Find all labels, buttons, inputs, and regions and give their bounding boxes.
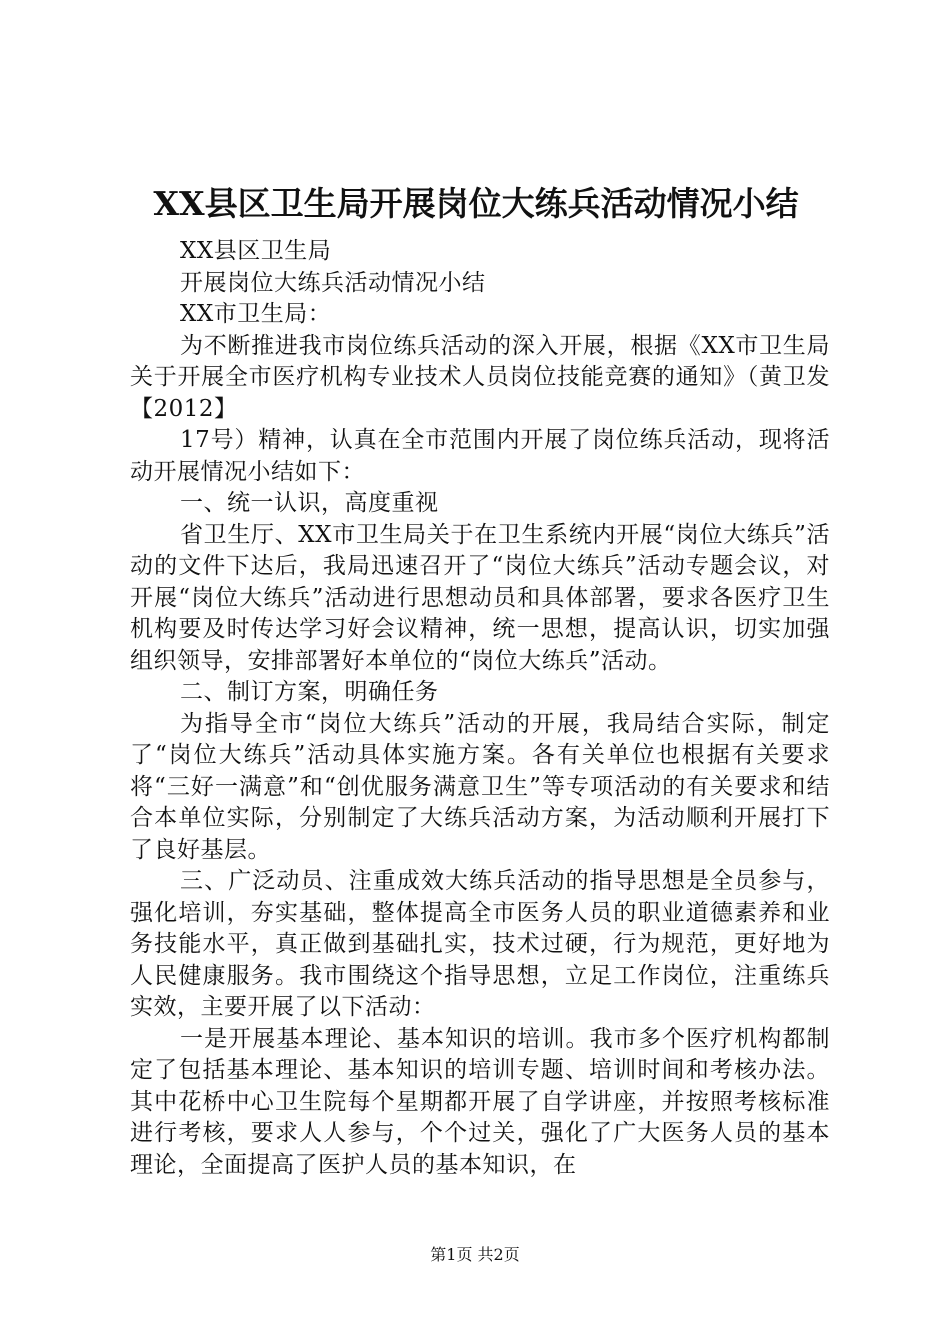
paragraph-section-3: 三、广泛动员、注重成效大练兵活动的指导思想是全员参与，强化培训，夯实基础，整体提高全市医务人员的职业道德素养和业务技能水平，真正做到基础扎实，技术过硬，行为规范，更好地为人民健康服务。我市围绕这个指导思想，立足工作岗位，注重练兵实效，主要开展了以下活动： — [130, 868, 830, 1020]
paragraph-org: XX县区卫生局 — [180, 238, 332, 264]
paragraph-subtitle: 开展岗位大练兵活动情况小结 — [180, 269, 486, 296]
document-page — [130, 180, 830, 1181]
paragraph-section-2: 为指导全市“岗位大练兵”活动的开展，我局结合实际，制定了“岗位大练兵”活动具体实施方案。各有关单位也根据有关要求将“三好一满意”和“创优服务满意卫生”等专项活动的有关要求和结合本单位实际，分别制定了大练兵活动方案，为活动顺利开展打下了良好基层。 — [130, 710, 830, 863]
paragraph-section-1: 省卫生厅、XX市卫生局关于在卫生系统内开展“岗位大练兵”活动的文件下达后，我局迅速召开了“岗位大练兵”活动专题会议，对开展“岗位大练兵”活动进行思想动员和具体部署，要求各医疗卫生机构要及时传达学习好会议精神，统一思想，提高认识，切实加强组织领导，安排部署好本单位的“岗位大练兵”活动。 — [130, 521, 830, 674]
paragraph-addressee: XX市卫生局： — [180, 301, 332, 327]
document-title: XX县区卫生局开展岗位大练兵活动情况小结 — [153, 184, 799, 223]
paragraph-intro: 为不断推进我市岗位练兵活动的深入开展，根据《XX市卫生局关于开展全市医疗机构专业技术人员岗位技能竞赛的通知》（黄卫发【2012】 — [130, 332, 830, 422]
paragraph-activity-1: 一是开展基本理论、基本知识的培训。我市多个医疗机构都制定了包括基本理论、基本知识的培训专题、培训时间和考核办法。其中花桥中心卫生院每个星期都开展了自学讲座，并按照考核标准进行考核，要求人人参与，个个过关，强化了广大医务人员的基本理论，全面提高了医护人员的基本知识，在 — [130, 1025, 830, 1178]
paragraph-intro-cont: 17号）精神，认真在全市范围内开展了岗位练兵活动，现将活动开展情况小结如下： — [130, 427, 830, 485]
page-footer: 第1页 共2页 — [430, 1245, 520, 1264]
section-heading-1: 一、统一认识，高度重视 — [180, 490, 439, 516]
section-heading-2: 二、制订方案，明确任务 — [180, 679, 439, 705]
